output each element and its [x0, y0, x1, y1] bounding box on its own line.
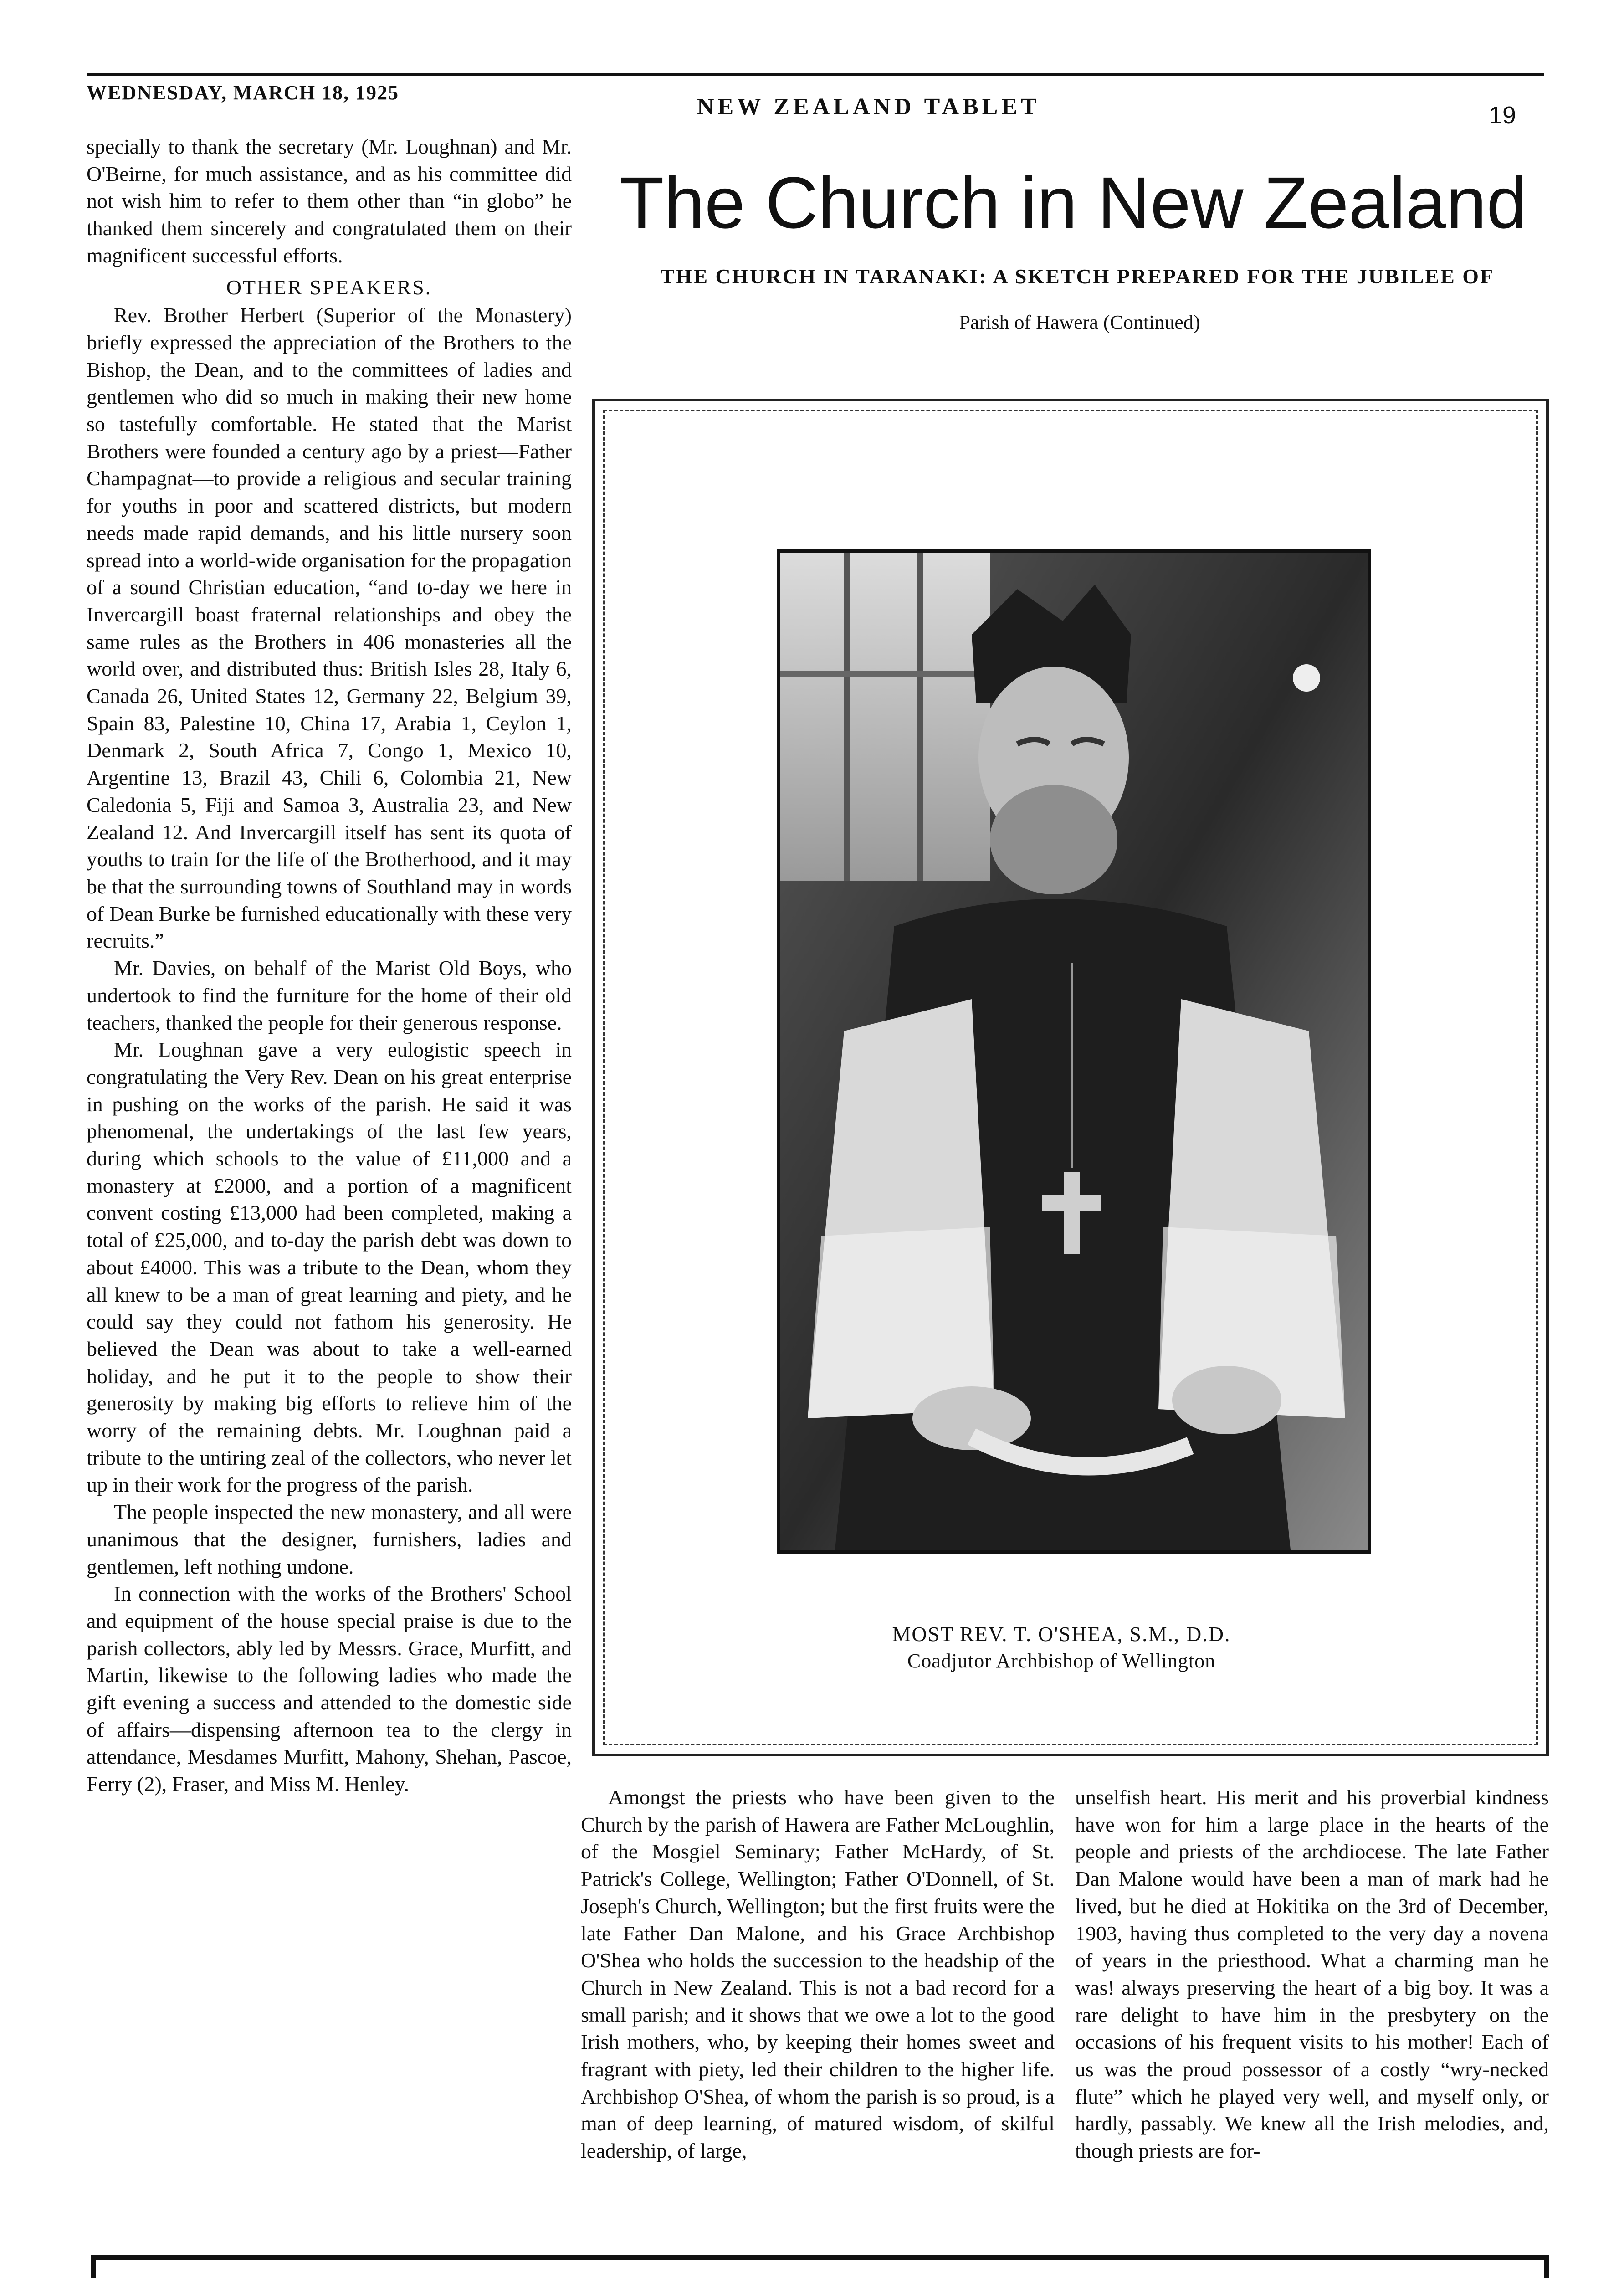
article-subtitle: THE CHURCH IN TARANAKI: A SKETCH PREPARED FOR THE JUBILEE OF	[660, 265, 1495, 288]
middle-paragraph-1: Amongst the priests who have been given to the Church by the parish of Hawera are Father McLoughlin, of the Mosgiel Seminary; Father McHardy, of St. Patrick's College, Wellington; Father O'Donnell, of St. Joseph's Church, Wellington; but the first fruits were the late Father Dan Malone, and his Grace Archbishop O'Shea who holds the succession to the headship of the Church in New Zealand. This is not a bad record for a small parish; and it shows that we owe a lot to the good Irish mothers, who, by keeping their homes sweet and fragrant with piety, led their children to the higher life. Archbishop O'Shea, of whom the parish is so proud, is a man of deep learning, of matured wisdom, of skilful leadership, of large,	[581, 1785, 1055, 2163]
photo-caption-title: Coadjutor Archbishop of Wellington	[907, 1650, 1216, 1672]
article-title: The Church in New Zealand	[620, 162, 1527, 243]
left-column	[87, 133, 572, 1798]
left-paragraph-4: Mr. Loughnan gave a very eulogistic speech in congratulating the Very Rev. Dean on his great enterprise in pushing on the works of the parish. He said it was phenomenal, the undertakings of the last few years, during which schools to the value of £11,000 and a monastery at £2000, and a portion of a magnificent convent costing £13,000 had been completed, making a total of £25,000, and to-day the parish debt was down to about £4000. This was a tribute to the Dean, whom they all knew to be a man of great learning and piety, and he could say they could not fathom his generosity. He believed the Dean was about to take a well-earned holiday, and he put it to the people to show their generosity by making big efforts to relieve him of the worry of the remaining debts. Mr. Loughnan paid a tribute to the untiring zeal of the collectors, who never let up in their work for the progress of the parish.	[87, 1038, 572, 1497]
left-paragraph-1: specially to thank the secretary (Mr. Loughnan) and Mr. O'Beirne, for much assistance, and as his committee did not wish him to refer to them other than “in globo” he thanked them sincerely and congratulated them on their magnificent successful efforts.	[87, 135, 572, 267]
left-paragraph-2: Rev. Brother Herbert (Superior of the Monastery) briefly expressed the appreciation of the Brothers to the Bishop, the Dean, and to the committees of ladies and gentlemen who did so much in making their new home so tastefully comfortable. He stated that the Marist Brothers were founded a century ago by a priest—Father Champagnat—to provide a religious and secular training for youths in poor and scattered districts, but modern needs made rapid demands, and his little nursery soon spread into a world-wide organisation for the propagation of a sound Christian education, “and to-day we here in Invercargill boast fraternal relationships and obey the same rules as the Brothers in 406 monasteries all the world over, and distributed thus: British Isles 28, Italy 6, Canada 26, United States 12, Germany 22, Belgium 39, Spain 83, Palestine 10, China 17, Arabia 1, Ceylon 1, Denmark 2, South Africa 7, Congo 1, Mexico 10, Argentine 13, Brazil 43, Chili 6, Colombia 21, New Caledonia 5, Fiji and Samoa 3, Australia 23, and New Zealand 12. And Invercargill itself has sent its quota of youths to train for the life of the Brotherhood, and it may be that the surrounding towns of Southland may in words of Dean Burke be furnished educationally with these very recruits.”	[87, 303, 572, 953]
portrait-image	[780, 553, 1368, 1550]
left-paragraph-6: In connection with the works of the Brothers' School and equipment of the house special praise is due to the parish collectors, ably led by Messrs. Grace, Murfitt, and Martin, likewise to the following ladies who made the gift evening a success and attended to the domestic side of affairs—dispensing afternoon tea to the clergy in attendance, Mesdames Murfitt, Mahony, Shehan, Pascoe, Ferry (2), Fraser, and Miss M. Henley.	[87, 1582, 572, 1796]
advertisement-box	[91, 2255, 1549, 2278]
portrait-photo	[777, 549, 1371, 1554]
header-publication: NEW ZEALAND TABLET	[697, 94, 1040, 120]
page-number: 19	[1489, 102, 1516, 129]
left-paragraph-3: Mr. Davies, on behalf of the Marist Old Boys, who undertook to find the furniture for the home of their old teachers, thanked the people for their generous response.	[87, 956, 572, 1034]
middle-column	[581, 1784, 1055, 2165]
article-parish: Parish of Hawera (Continued)	[959, 311, 1200, 333]
header-rule	[87, 73, 1544, 76]
right-column	[1075, 1784, 1549, 2165]
section-heading-other-speakers: OTHER SPEAKERS.	[226, 275, 432, 299]
right-paragraph-1: unselfish heart. His merit and his proverbial kindness have won for him a large place in the hearts of the people and priests of the archdiocese. The late Father Dan Malone would have been a man of mark had he lived, but he died at Hokitika on the 3rd of December, 1903, having thus completed to the very day a novena of years in the priesthood. What a charming man he was! always preserving the heart of a big boy. It was a rare delight to have him in the presbytery on the occasions of his frequent visits to his mother! Each of us was the proud possessor of a costly “wry-necked flute” which he played very well, and myself only, or hardly, passably. We knew all the Irish melodies, and, though priests are for-	[1075, 1785, 1549, 2163]
header-date: WEDNESDAY, MARCH 18, 1925	[87, 82, 400, 104]
left-paragraph-5: The people inspected the new monastery, and all were unanimous that the designer, furnishers, ladies and gentlemen, left nothing undone.	[87, 1500, 572, 1578]
photo-caption-name: MOST REV. T. O'SHEA, S.M., D.D.	[892, 1622, 1231, 1646]
